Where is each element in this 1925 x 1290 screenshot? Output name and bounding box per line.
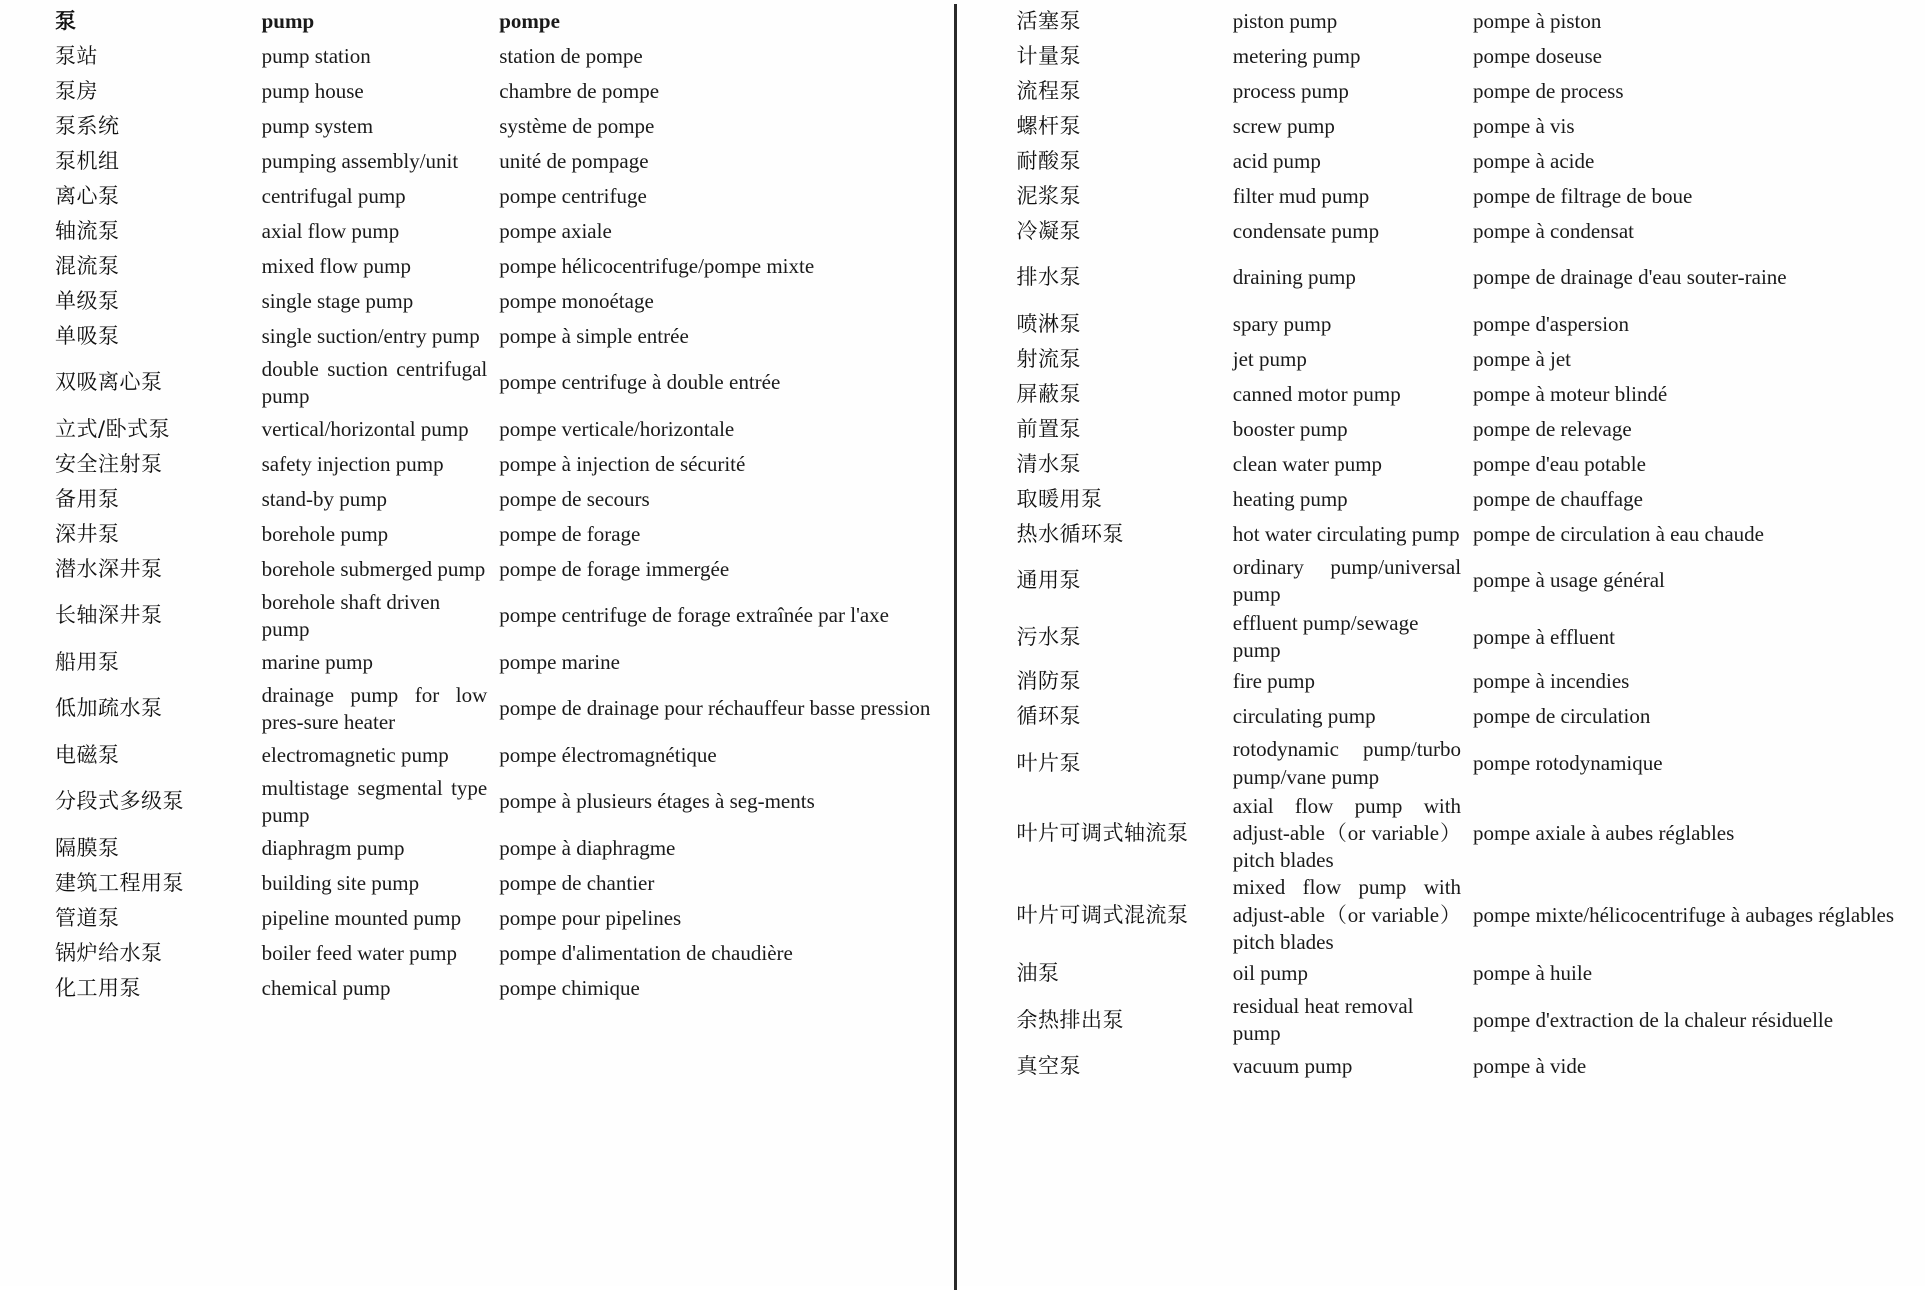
term-english: acid pump <box>1232 148 1321 173</box>
glossary-row <box>1017 874 1915 956</box>
term-french: pompe de drainage pour réchauffeur basse pression <box>499 696 931 721</box>
left-glossary-table <box>55 4 944 1006</box>
term-english: pump <box>261 8 315 33</box>
glossary-row <box>1017 610 1915 665</box>
term-french: pompe à injection de sécurité <box>499 451 746 476</box>
term-english: heating pump <box>1232 486 1348 511</box>
term-english: axial flow pump with adjust-able（or variable）pitch blades <box>1232 793 1462 873</box>
term-french: pompe rotodynamique <box>1473 750 1663 775</box>
term-chinese: 轴流泵 <box>55 218 120 243</box>
term-english: diaphragm pump <box>261 835 405 860</box>
term-chinese: 立式/卧式泵 <box>55 416 171 441</box>
term-english: vacuum pump <box>1232 1054 1353 1079</box>
term-english: spary pump <box>1232 311 1332 336</box>
term-chinese: 单吸泵 <box>55 323 120 348</box>
term-french: pompe de secours <box>499 486 650 511</box>
term-french: pompe verticale/horizontale <box>499 416 735 441</box>
term-chinese: 泵机组 <box>55 148 120 173</box>
term-french: pompe à incendies <box>1473 669 1630 694</box>
glossary-row <box>55 249 944 284</box>
term-chinese: 螺杆泵 <box>1016 113 1082 138</box>
glossary-row <box>1017 74 1915 109</box>
term-french: pompe de forage immergée <box>499 556 730 581</box>
term-english: canned motor pump <box>1232 381 1401 406</box>
term-french: pompe de drainage d'eau souter-raine <box>1473 265 1787 290</box>
term-french: pompe axiale à aubes réglables <box>1473 820 1735 845</box>
glossary-row <box>1017 39 1915 74</box>
term-english: boiler feed water pump <box>261 940 457 965</box>
right-glossary-table <box>1017 4 1915 1084</box>
term-french: pompe à jet <box>1473 346 1572 371</box>
right-column <box>957 4 1925 1084</box>
glossary-row <box>55 109 944 144</box>
term-english: jet pump <box>1232 346 1307 371</box>
term-english: effluent pump/sewage pump <box>1232 611 1419 663</box>
term-french: pompe de chantier <box>499 870 655 895</box>
term-chinese: 单级泵 <box>55 288 120 313</box>
term-french: pompe d'eau potable <box>1473 451 1646 476</box>
glossary-row <box>55 144 944 179</box>
glossary-row <box>55 517 944 552</box>
glossary-row <box>1017 342 1915 377</box>
term-french: pompe de process <box>1473 78 1624 103</box>
glossary-row <box>1017 1049 1915 1084</box>
glossary-row <box>1017 144 1915 179</box>
term-chinese: 建筑工程用泵 <box>55 870 184 895</box>
glossary-row <box>55 971 944 1006</box>
term-chinese: 消防泵 <box>1016 669 1082 694</box>
term-chinese: 离心泵 <box>55 183 120 208</box>
glossary-row <box>55 319 944 354</box>
glossary-row <box>1017 517 1915 552</box>
term-chinese: 分段式多级泵 <box>55 789 184 814</box>
term-french: station de pompe <box>499 43 643 68</box>
term-english: safety injection pump <box>261 451 444 476</box>
term-french: pompe de chauffage <box>1473 486 1643 511</box>
term-chinese: 泵 <box>55 8 77 33</box>
glossary-row <box>1017 377 1915 412</box>
term-chinese: 备用泵 <box>55 486 120 511</box>
right-table-body <box>1017 4 1915 1084</box>
term-english: draining pump <box>1232 265 1356 290</box>
term-chinese: 冷凝泵 <box>1016 218 1082 243</box>
term-french: unité de pompage <box>499 148 649 173</box>
glossary-row <box>1017 700 1915 735</box>
term-french: pompe <box>499 8 560 33</box>
glossary-row <box>1017 552 1915 610</box>
term-chinese: 混流泵 <box>55 253 120 278</box>
term-french: pompe à simple entrée <box>499 323 689 348</box>
term-english: single suction/entry pump <box>261 323 480 348</box>
term-chinese: 泵站 <box>55 43 98 68</box>
glossary-row <box>1017 991 1915 1049</box>
term-english: pump house <box>261 78 364 103</box>
term-english: vertical/horizontal pump <box>261 416 469 441</box>
left-table-body <box>55 4 944 1006</box>
glossary-row <box>55 901 944 936</box>
term-french: pompe d'extraction de la chaleur résiduelle <box>1473 1007 1834 1032</box>
term-chinese: 管道泵 <box>55 905 120 930</box>
term-french: pompe centrifuge <box>499 183 647 208</box>
term-french: pompe à diaphragme <box>499 835 676 860</box>
term-french: pompe à moteur blindé <box>1473 381 1668 406</box>
glossary-row <box>55 587 944 645</box>
term-english: filter mud pump <box>1232 183 1370 208</box>
glossary-row <box>55 39 944 74</box>
term-english: borehole submerged pump <box>261 556 486 581</box>
term-english: metering pump <box>1232 43 1361 68</box>
term-english: marine pump <box>261 649 374 674</box>
term-chinese: 射流泵 <box>1016 346 1082 371</box>
term-english: ordinary pump/universal pump <box>1232 554 1462 606</box>
glossary-row <box>1017 482 1915 517</box>
term-french: pompe d'alimentation de chaudière <box>499 940 793 965</box>
glossary-header-row <box>55 4 944 39</box>
glossary-row <box>55 354 944 412</box>
glossary-row <box>1017 412 1915 447</box>
glossary-row <box>55 680 944 738</box>
term-chinese: 计量泵 <box>1016 43 1082 68</box>
term-french: pompe mixte/hélicocentrifuge à aubages réglables <box>1473 902 1895 927</box>
glossary-row <box>1017 735 1915 793</box>
term-chinese: 排水泵 <box>1016 265 1082 290</box>
term-french: pompe monoétage <box>499 288 654 313</box>
term-chinese: 化工用泵 <box>55 975 141 1000</box>
term-english: pump system <box>261 113 374 138</box>
term-french: pompe à plusieurs étages à seg-ments <box>499 789 815 814</box>
glossary-row <box>55 482 944 517</box>
term-chinese: 安全注射泵 <box>55 451 163 476</box>
term-chinese: 活塞泵 <box>1016 8 1082 33</box>
term-french: pompe à effluent <box>1473 624 1615 649</box>
term-english: pipeline mounted pump <box>261 905 462 930</box>
glossary-row <box>1017 956 1915 991</box>
term-french: pompe de forage <box>499 521 641 546</box>
term-english: mixed flow pump <box>261 253 411 278</box>
term-chinese: 船用泵 <box>55 649 120 674</box>
term-english: mixed flow pump with adjust-able（or variable）pitch blades <box>1232 875 1462 955</box>
term-english: circulating pump <box>1232 704 1376 729</box>
term-french: pompe doseuse <box>1473 43 1602 68</box>
term-french: pompe à huile <box>1473 961 1593 986</box>
term-english: single stage pump <box>261 288 414 313</box>
term-english: residual heat removal pump <box>1232 994 1414 1046</box>
term-french: pompe centrifuge de forage extraînée par l'axe <box>499 603 889 628</box>
term-french: pompe pour pipelines <box>499 905 682 930</box>
term-english: stand-by pump <box>261 486 388 511</box>
glossary-row <box>55 447 944 482</box>
term-english: pump station <box>261 43 371 68</box>
term-chinese: 隔膜泵 <box>55 835 120 860</box>
term-english: multistage segmental type pump <box>261 775 488 827</box>
term-french: pompe de filtrage de boue <box>1473 183 1693 208</box>
glossary-row <box>55 866 944 901</box>
glossary-row <box>1017 793 1915 875</box>
glossary-row <box>55 552 944 587</box>
term-french: système de pompe <box>499 113 655 138</box>
term-french: pompe centrifuge à double entrée <box>499 370 781 395</box>
term-english: process pump <box>1232 78 1349 103</box>
term-english: chemical pump <box>261 975 391 1000</box>
term-french: pompe axiale <box>499 218 612 243</box>
term-chinese: 前置泵 <box>1016 416 1082 441</box>
term-french: pompe d'aspersion <box>1473 311 1630 336</box>
term-chinese: 叶片可调式轴流泵 <box>1016 820 1189 845</box>
glossary-row <box>1017 665 1915 700</box>
term-french: pompe à vide <box>1473 1054 1587 1079</box>
term-chinese: 泵系统 <box>55 113 120 138</box>
term-english: axial flow pump <box>261 218 400 243</box>
term-french: pompe électromagnétique <box>499 742 717 767</box>
glossary-row <box>1017 447 1915 482</box>
term-chinese: 喷淋泵 <box>1016 311 1082 336</box>
term-english: borehole pump <box>261 521 389 546</box>
term-french: pompe à usage général <box>1473 568 1665 593</box>
term-chinese: 污水泵 <box>1016 624 1082 649</box>
term-english: drainage pump for low pres-sure heater <box>261 682 488 734</box>
glossary-row <box>1017 249 1915 307</box>
term-chinese: 深井泵 <box>55 521 120 546</box>
glossary-row <box>55 179 944 214</box>
term-english: screw pump <box>1232 113 1335 138</box>
term-french: pompe chimique <box>499 975 640 1000</box>
term-chinese: 锅炉给水泵 <box>55 940 163 965</box>
term-french: pompe marine <box>499 649 620 674</box>
term-french: pompe à piston <box>1473 8 1602 33</box>
glossary-row <box>55 645 944 680</box>
glossary-row <box>55 738 944 773</box>
left-column <box>0 4 954 1006</box>
term-french: pompe de circulation à eau chaude <box>1473 521 1764 546</box>
term-chinese: 流程泵 <box>1016 78 1082 103</box>
term-chinese: 耐酸泵 <box>1016 148 1082 173</box>
term-english: clean water pump <box>1232 451 1383 476</box>
term-french: pompe à acide <box>1473 148 1595 173</box>
term-chinese: 油泵 <box>1016 961 1060 986</box>
term-english: piston pump <box>1232 8 1338 33</box>
term-french: pompe de circulation <box>1473 704 1651 729</box>
term-chinese: 真空泵 <box>1016 1054 1082 1079</box>
term-french: pompe à vis <box>1473 113 1575 138</box>
glossary-row <box>55 74 944 109</box>
term-chinese: 泵房 <box>55 78 98 103</box>
term-english: oil pump <box>1232 961 1309 986</box>
term-french: pompe de relevage <box>1473 416 1632 441</box>
term-french: pompe hélicocentrifuge/pompe mixte <box>499 253 815 278</box>
term-english: centrifugal pump <box>261 183 406 208</box>
glossary-row <box>55 412 944 447</box>
term-chinese: 余热排出泵 <box>1016 1007 1125 1032</box>
term-english: fire pump <box>1232 669 1315 694</box>
term-chinese: 取暖用泵 <box>1016 486 1103 511</box>
glossary-row <box>55 284 944 319</box>
term-chinese: 屏蔽泵 <box>1016 381 1082 406</box>
term-english: borehole shaft driven pump <box>261 589 441 641</box>
glossary-row <box>1017 179 1915 214</box>
term-chinese: 低加疏水泵 <box>55 696 163 721</box>
term-chinese: 循环泵 <box>1016 704 1082 729</box>
term-english: double suction centrifugal pump <box>261 356 488 408</box>
glossary-row <box>1017 307 1915 342</box>
term-english: rotodynamic pump/turbo pump/vane pump <box>1232 737 1462 789</box>
term-chinese: 长轴深井泵 <box>55 603 163 628</box>
term-english: building site pump <box>261 870 420 895</box>
term-english: hot water circulating pump <box>1232 521 1460 546</box>
term-french: chambre de pompe <box>499 78 660 103</box>
glossary-row <box>55 936 944 971</box>
term-french: pompe à condensat <box>1473 218 1634 243</box>
term-english: pumping assembly/unit <box>261 148 459 173</box>
glossary-row <box>1017 214 1915 249</box>
term-chinese: 泥浆泵 <box>1016 183 1082 208</box>
glossary-row <box>1017 109 1915 144</box>
term-chinese: 叶片泵 <box>1016 750 1082 775</box>
term-english: booster pump <box>1232 416 1348 441</box>
term-chinese: 双吸离心泵 <box>55 370 163 395</box>
glossary-row <box>1017 4 1915 39</box>
two-column-layout <box>0 4 1925 1286</box>
glossary-row <box>55 214 944 249</box>
term-chinese: 清水泵 <box>1016 451 1082 476</box>
term-chinese: 通用泵 <box>1016 568 1082 593</box>
term-chinese: 潜水深井泵 <box>55 556 163 581</box>
term-chinese: 热水循环泵 <box>1016 521 1125 546</box>
glossary-row <box>55 831 944 866</box>
term-chinese: 电磁泵 <box>55 742 120 767</box>
term-chinese: 叶片可调式混流泵 <box>1016 902 1189 927</box>
term-english: condensate pump <box>1232 218 1380 243</box>
glossary-row <box>55 773 944 831</box>
term-english: electromagnetic pump <box>261 742 449 767</box>
